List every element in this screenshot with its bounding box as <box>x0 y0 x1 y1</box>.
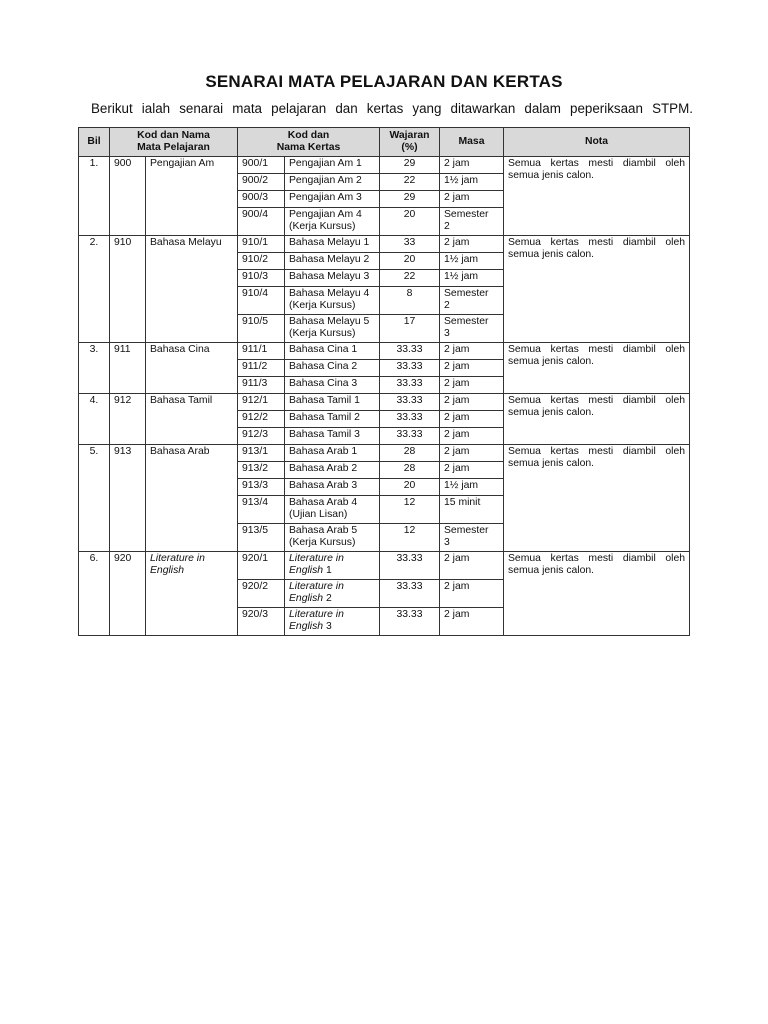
paper-name-text: Pengajian Am 2 <box>289 175 362 186</box>
cell-wajaran: 12 <box>380 524 440 552</box>
paper-number: 3 <box>325 621 332 632</box>
cell-paper-name <box>285 479 380 496</box>
table-row <box>79 552 690 580</box>
masa-text: Semester <box>444 209 489 220</box>
cell-wajaran: 33.33 <box>380 411 440 428</box>
cell-wajaran: 17 <box>380 315 440 343</box>
masa-text: 2 jam <box>444 158 470 169</box>
cell-paper-name <box>285 496 380 524</box>
paper-name-text: Bahasa Melayu 4 <box>289 288 370 299</box>
cell-masa <box>440 580 504 608</box>
cell-paper-name <box>285 157 380 174</box>
cell-paper-name <box>285 191 380 208</box>
intro-text: Berikut ialah senarai mata pelajaran dan kertas yang ditawarkan dalam peperiksaan STPM. <box>91 101 693 116</box>
paper-name-subtitle: (Kerja Kursus) <box>289 537 356 548</box>
masa-text: Semester <box>444 288 489 299</box>
header-wajaran <box>380 128 440 157</box>
paper-name-text: Pengajian Am 4 <box>289 209 362 220</box>
cell-wajaran: 33 <box>380 236 440 253</box>
masa-text: 2 jam <box>444 344 470 355</box>
cell-subject-code: 910 <box>110 236 146 343</box>
cell-masa <box>440 174 504 191</box>
cell-subject-code: 900 <box>110 157 146 236</box>
cell-masa <box>440 343 504 360</box>
cell-masa <box>440 157 504 174</box>
cell-paper-code: 913/2 <box>238 462 285 479</box>
cell-paper-name <box>285 428 380 445</box>
masa-text: 2 jam <box>444 412 470 423</box>
paper-name-text: Bahasa Cina 3 <box>289 378 358 389</box>
cell-masa <box>440 479 504 496</box>
paper-name-text: Bahasa Tamil 1 <box>289 395 360 406</box>
subjects-table <box>78 127 690 636</box>
cell-paper-code: 910/3 <box>238 270 285 287</box>
cell-masa <box>440 445 504 462</box>
cell-wajaran: 8 <box>380 287 440 315</box>
cell-paper-code: 913/4 <box>238 496 285 524</box>
masa-text: 2 jam <box>444 463 470 474</box>
cell-masa <box>440 496 504 524</box>
cell-paper-name <box>285 343 380 360</box>
cell-paper-name <box>285 462 380 479</box>
cell-masa <box>440 270 504 287</box>
cell-bil: 4. <box>79 394 110 445</box>
cell-wajaran: 33.33 <box>380 428 440 445</box>
paper-name-text: Bahasa Melayu 1 <box>289 237 370 248</box>
cell-wajaran: 33.33 <box>380 343 440 360</box>
cell-paper-code: 900/1 <box>238 157 285 174</box>
cell-wajaran: 33.33 <box>380 360 440 377</box>
cell-nota: Semua kertas mesti diambil oleh semua jenis calon. <box>504 445 690 552</box>
paper-name-subtitle: (Ujian Lisan) <box>289 509 348 520</box>
cell-masa <box>440 287 504 315</box>
header-kod-mata-pelajaran <box>110 128 238 157</box>
cell-paper-code: 913/3 <box>238 479 285 496</box>
cell-paper-name <box>285 315 380 343</box>
cell-masa <box>440 394 504 411</box>
cell-masa <box>440 360 504 377</box>
paper-name-text: Literature in English <box>289 581 344 604</box>
cell-masa <box>440 236 504 253</box>
cell-nota: Semua kertas mesti diambil oleh semua jenis calon. <box>504 394 690 445</box>
header-kod-kertas-line2: Nama Kertas <box>276 142 341 153</box>
cell-masa <box>440 462 504 479</box>
cell-bil: 3. <box>79 343 110 394</box>
masa-text: 2 jam <box>444 395 470 406</box>
paper-name-text: Bahasa Arab 1 <box>289 446 358 457</box>
masa-text: Semester <box>444 316 489 327</box>
cell-subject-name: Literature in English <box>146 552 238 636</box>
masa-text: 1½ jam <box>444 480 479 491</box>
table-row <box>79 236 690 253</box>
cell-wajaran: 28 <box>380 445 440 462</box>
paper-name-text: Bahasa Cina 1 <box>289 344 358 355</box>
header-kod-nama-kertas <box>238 128 380 157</box>
table-row <box>79 157 690 174</box>
paper-name-text: Bahasa Arab 5 <box>289 525 358 536</box>
header-bil: Bil <box>79 128 110 157</box>
paper-name-text: Bahasa Arab 3 <box>289 480 358 491</box>
cell-paper-name <box>285 270 380 287</box>
cell-paper-name <box>285 236 380 253</box>
cell-paper-code: 910/5 <box>238 315 285 343</box>
cell-masa <box>440 552 504 580</box>
cell-wajaran: 22 <box>380 270 440 287</box>
masa-text: 2 jam <box>444 378 470 389</box>
masa-text: 2 jam <box>444 446 470 457</box>
cell-subject-code: 911 <box>110 343 146 394</box>
masa-text: 2 jam <box>444 609 470 620</box>
paper-name-text: Bahasa Cina 2 <box>289 361 358 372</box>
cell-subject-code: 912 <box>110 394 146 445</box>
cell-paper-code: 913/1 <box>238 445 285 462</box>
cell-masa <box>440 524 504 552</box>
cell-masa <box>440 191 504 208</box>
cell-wajaran: 33.33 <box>380 552 440 580</box>
cell-paper-name <box>285 287 380 315</box>
cell-masa <box>440 208 504 236</box>
header-kod-mata-line1: Kod dan Nama <box>137 130 210 141</box>
header-wajaran-line2: (%) <box>401 142 418 153</box>
paper-name-subtitle: (Kerja Kursus) <box>289 221 356 232</box>
cell-bil: 6. <box>79 552 110 636</box>
cell-bil: 1. <box>79 157 110 236</box>
cell-paper-code: 900/2 <box>238 174 285 191</box>
masa-text: 2 jam <box>444 237 470 248</box>
header-masa: Masa <box>440 128 504 157</box>
cell-paper-name <box>285 552 380 580</box>
cell-subject-code: 913 <box>110 445 146 552</box>
paper-number: 2 <box>325 593 332 604</box>
cell-paper-name <box>285 411 380 428</box>
cell-wajaran: 28 <box>380 462 440 479</box>
cell-wajaran: 33.33 <box>380 394 440 411</box>
table-row <box>79 394 690 411</box>
masa-semester-number: 3 <box>444 328 450 339</box>
cell-wajaran: 33.33 <box>380 608 440 636</box>
paper-number: 1 <box>325 565 332 576</box>
cell-subject-name: Bahasa Melayu <box>146 236 238 343</box>
cell-paper-name <box>285 174 380 191</box>
masa-text: Semester <box>444 525 489 536</box>
cell-wajaran: 20 <box>380 253 440 270</box>
masa-text: 2 jam <box>444 429 470 440</box>
page-title: SENARAI MATA PELAJARAN DAN KERTAS <box>205 72 563 91</box>
cell-masa <box>440 377 504 394</box>
paper-name-subtitle: (Kerja Kursus) <box>289 328 356 339</box>
cell-bil: 5. <box>79 445 110 552</box>
cell-paper-code: 912/2 <box>238 411 285 428</box>
cell-paper-code: 910/4 <box>238 287 285 315</box>
header-kod-kertas-line1: Kod dan <box>287 130 330 141</box>
cell-paper-code: 900/4 <box>238 208 285 236</box>
cell-paper-code: 910/2 <box>238 253 285 270</box>
paper-name-text: Bahasa Arab 4 <box>289 497 358 508</box>
paper-name-subtitle: (Kerja Kursus) <box>289 300 356 311</box>
cell-paper-code: 910/1 <box>238 236 285 253</box>
cell-paper-name <box>285 524 380 552</box>
cell-paper-name <box>285 608 380 636</box>
cell-paper-code: 920/3 <box>238 608 285 636</box>
cell-paper-name <box>285 253 380 270</box>
masa-text: 2 jam <box>444 581 470 592</box>
cell-paper-name <box>285 208 380 236</box>
header-kod-mata-line2: Mata Pelajaran <box>137 142 210 153</box>
cell-wajaran: 12 <box>380 496 440 524</box>
cell-paper-name <box>285 445 380 462</box>
cell-paper-code: 913/5 <box>238 524 285 552</box>
cell-wajaran: 20 <box>380 208 440 236</box>
cell-masa <box>440 608 504 636</box>
paper-name-text: Bahasa Melayu 2 <box>289 254 370 265</box>
cell-masa <box>440 428 504 445</box>
cell-subject-name: Bahasa Arab <box>146 445 238 552</box>
masa-text: 2 jam <box>444 192 470 203</box>
cell-paper-name <box>285 360 380 377</box>
masa-semester-number: 2 <box>444 221 450 232</box>
cell-subject-name: Bahasa Tamil <box>146 394 238 445</box>
cell-paper-code: 920/2 <box>238 580 285 608</box>
cell-paper-code: 911/2 <box>238 360 285 377</box>
paper-name-text: Literature in English <box>289 553 344 576</box>
cell-subject-name: Pengajian Am <box>146 157 238 236</box>
cell-paper-code: 911/1 <box>238 343 285 360</box>
cell-paper-name <box>285 580 380 608</box>
cell-bil: 2. <box>79 236 110 343</box>
cell-masa <box>440 411 504 428</box>
paper-name-text: Bahasa Tamil 3 <box>289 429 360 440</box>
masa-text: 2 jam <box>444 553 470 564</box>
cell-paper-name <box>285 394 380 411</box>
masa-text: 1½ jam <box>444 271 479 282</box>
table-row <box>79 343 690 360</box>
cell-paper-name <box>285 377 380 394</box>
cell-nota: Semua kertas mesti diambil oleh semua jenis calon. <box>504 343 690 394</box>
masa-text: 2 jam <box>444 361 470 372</box>
table-row <box>79 445 690 462</box>
cell-wajaran: 29 <box>380 191 440 208</box>
cell-nota: Semua kertas mesti diambil oleh semua jenis calon. <box>504 236 690 343</box>
paper-name-text: Pengajian Am 3 <box>289 192 362 203</box>
cell-nota: Semua kertas mesti diambil oleh semua jenis calon. <box>504 552 690 636</box>
cell-paper-code: 900/3 <box>238 191 285 208</box>
paper-name-text: Pengajian Am 1 <box>289 158 362 169</box>
cell-subject-name: Bahasa Cina <box>146 343 238 394</box>
cell-masa <box>440 253 504 270</box>
cell-wajaran: 20 <box>380 479 440 496</box>
masa-text: 15 minit <box>444 497 481 508</box>
cell-masa <box>440 315 504 343</box>
cell-paper-code: 920/1 <box>238 552 285 580</box>
cell-wajaran: 22 <box>380 174 440 191</box>
masa-text: 1½ jam <box>444 175 479 186</box>
cell-wajaran: 29 <box>380 157 440 174</box>
paper-name-text: Bahasa Tamil 2 <box>289 412 360 423</box>
cell-paper-code: 912/3 <box>238 428 285 445</box>
paper-name-text: Literature in English <box>289 609 344 632</box>
cell-paper-code: 912/1 <box>238 394 285 411</box>
cell-paper-code: 911/3 <box>238 377 285 394</box>
table-body <box>79 157 690 636</box>
cell-wajaran: 33.33 <box>380 580 440 608</box>
paper-name-text: Bahasa Arab 2 <box>289 463 358 474</box>
cell-nota: Semua kertas mesti diambil oleh semua jenis calon. <box>504 157 690 236</box>
paper-name-text: Bahasa Melayu 5 <box>289 316 370 327</box>
paper-name-text: Bahasa Melayu 3 <box>289 271 370 282</box>
masa-semester-number: 2 <box>444 300 450 311</box>
masa-semester-number: 3 <box>444 537 450 548</box>
cell-wajaran: 33.33 <box>380 377 440 394</box>
table-header-row <box>79 128 690 157</box>
cell-subject-code: 920 <box>110 552 146 636</box>
header-nota: Nota <box>504 128 690 157</box>
header-wajaran-line1: Wajaran <box>389 130 430 141</box>
masa-text: 1½ jam <box>444 254 479 265</box>
